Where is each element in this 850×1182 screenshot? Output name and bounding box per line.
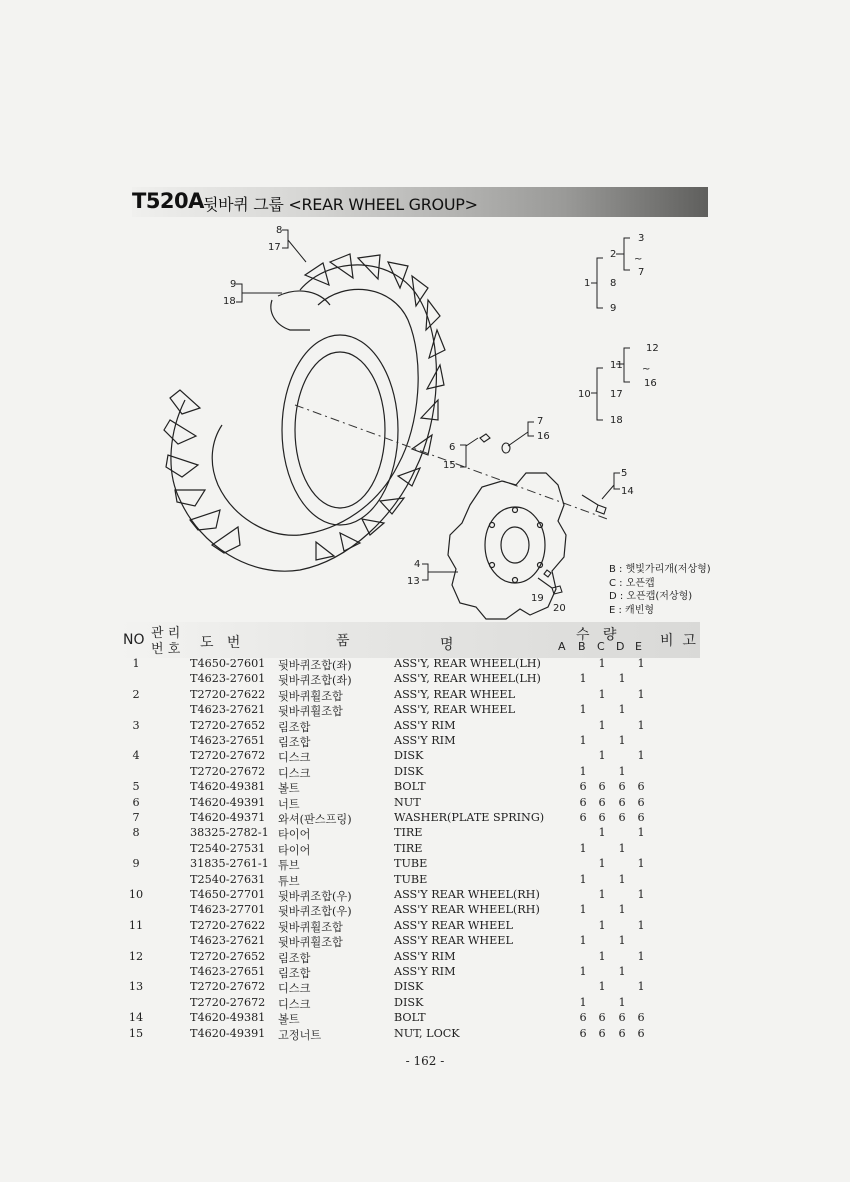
legend-item: D : 오픈캡(저상형) [609,591,693,602]
korean-name: 림조합 [278,720,311,734]
qty-cell: 1 [598,687,606,701]
korean-name: 뒷바퀴휠조합 [278,920,343,934]
korean-name: 고정너트 [278,1028,322,1042]
qty-cell: 6 [579,795,587,809]
svg-text:16: 16 [644,378,657,389]
row-no: 13 [128,980,144,994]
korean-name: 튜브 [278,874,300,888]
korean-name: 디스크 [278,982,311,996]
row-no: 4 [132,749,140,763]
part-number: T4650-27601 [190,657,266,670]
part-number: T4623-27601 [190,672,266,686]
qty-cell: 1 [618,995,626,1009]
english-name: BOLT [394,1011,426,1025]
english-name: ASS'Y, REAR WHEEL(LH) [394,672,541,686]
english-name: ASS'Y REAR WHEEL [394,934,513,948]
qty-cell: 1 [598,657,606,670]
english-name: ASS'Y RIM [394,718,456,732]
qty-cell: 1 [618,903,626,917]
korean-name: 디스크 [278,751,311,765]
part-number: T4623-27701 [190,903,266,917]
qty-cell: 1 [618,841,626,855]
korean-name: 뒷바퀴휠조합 [278,936,343,950]
english-name: ASS'Y RIM [394,965,456,978]
english-name: ASS'Y REAR WHEEL [394,918,513,932]
qty-cell: 1 [598,918,606,932]
row-no: 12 [128,949,144,963]
legend-item: C : 오픈캡 [609,577,655,589]
svg-text:17: 17 [610,389,623,400]
qty-cell: 1 [598,949,606,963]
fastener-parts [480,434,606,594]
legend-item: B : 햇빛가리개(저상형) [609,564,711,575]
part-number: T2720-27672 [190,980,266,994]
part-number: T4623-27621 [190,934,266,948]
qty-col-c: C [597,640,605,653]
qty-cell: 1 [598,718,606,732]
row-no: 11 [128,918,144,932]
row-no: 6 [132,795,140,809]
svg-text:7: 7 [638,267,645,278]
qty-cell: 6 [618,811,626,824]
qty-cell: 1 [637,949,645,963]
korean-name: 뒷바퀴휠조합 [278,705,343,719]
row-no: 5 [132,780,140,794]
qty-cell: 1 [637,918,645,932]
row-no: 15 [128,1026,144,1040]
english-name: ASS'Y RIM [394,949,456,963]
qty-cell: 6 [598,780,606,794]
row-no: 1 [132,657,140,670]
qty-cell: 6 [618,780,626,794]
svg-text:10: 10 [578,389,591,400]
part-number: T2720-27652 [190,949,266,963]
english-name: NUT, LOCK [394,1026,460,1040]
svg-text:9: 9 [230,279,237,290]
qty-cell: 1 [618,965,626,978]
header-name-1: 품 [336,633,350,649]
svg-text:15: 15 [443,460,456,471]
qty-cell: 1 [618,703,626,717]
svg-text:12: 12 [646,343,659,354]
part-number: 31835-2761-1 [190,857,269,871]
english-name: WASHER(PLATE SPRING) [394,811,545,824]
svg-text:18: 18 [223,296,236,307]
row-no: 3 [132,718,140,732]
korean-name: 와셔(판스프링) [278,813,352,826]
model-legend [609,563,711,617]
qty-cell: 6 [598,1026,606,1040]
part-number: T4623-27651 [190,965,266,978]
qty-cell: 1 [579,703,587,717]
english-name: TUBE [394,872,428,886]
qty-cell: 6 [598,795,606,809]
qty-cell: 6 [598,811,606,824]
row-no: 14 [128,1011,144,1025]
header-mgmt-top: 관 리 [151,626,181,641]
qty-cell: 1 [618,734,626,747]
korean-name: 뒷바퀴조합(우) [278,890,352,903]
qty-cell: 1 [579,995,587,1009]
english-name: ASS'Y, REAR WHEEL [394,687,516,701]
group-title: 뒷바퀴 그룹 <REAR WHEEL GROUP> [203,195,478,214]
english-name: BOLT [394,780,426,794]
part-number: T2720-27652 [190,718,266,732]
svg-text:16: 16 [537,431,550,442]
english-name: TIRE [394,826,423,840]
part-number: T2540-27631 [190,872,266,886]
part-number: T2720-27672 [190,764,266,778]
qty-cell: 6 [637,780,645,794]
part-number: T4620-49381 [190,1011,266,1025]
qty-cell: 1 [598,749,606,763]
qty-cell: 6 [598,1011,606,1025]
qty-cell: 1 [598,826,606,840]
header-no: NO [123,632,145,648]
korean-name: 디스크 [278,766,311,780]
row-no: 10 [128,888,144,901]
svg-text:17: 17 [268,242,281,253]
korean-name: 튜브 [278,859,300,873]
qty-cell: 1 [579,934,587,948]
svg-text:7: 7 [537,416,544,427]
qty-cell: 1 [579,903,587,917]
qty-cell: 6 [637,1026,645,1040]
korean-name: 뒷바퀴휠조합 [278,689,343,703]
qty-cell: 6 [637,795,645,809]
qty-cell: 1 [637,687,645,701]
part-number: T2720-27672 [190,995,266,1009]
svg-text:19: 19 [531,593,544,604]
english-name: DISK [394,995,424,1009]
part-number: T2720-27622 [190,687,266,701]
qty-cell: 1 [637,888,645,901]
part-number: T2720-27672 [190,749,266,763]
korean-name: 볼트 [278,782,300,796]
page-number: - 162 - [405,1054,445,1068]
english-name: ASS'Y, REAR WHEEL(LH) [394,657,541,670]
english-name: ASS'Y REAR WHEEL(RH) [394,888,540,901]
header-mgmt-bottom: 번 호 [151,642,181,657]
english-name: ASS'Y REAR WHEEL(RH) [394,903,540,917]
disk-illustration [448,473,566,619]
korean-name: 뒷바퀴조합(우) [278,905,352,919]
part-number: T4650-27701 [190,888,266,901]
english-name: DISK [394,764,424,778]
svg-text:14: 14 [621,486,634,497]
svg-text:13: 13 [407,576,420,587]
qty-cell: 6 [618,1026,626,1040]
qty-cell: 1 [579,672,587,686]
qty-cell: 1 [618,672,626,686]
svg-text:~: ~ [634,254,643,265]
qty-cell: 1 [579,734,587,747]
qty-cell: 1 [637,980,645,994]
english-name: ASS'Y RIM [394,734,456,747]
qty-cell: 6 [637,1011,645,1025]
qty-cell: 1 [579,965,587,978]
svg-text:9: 9 [610,303,617,314]
part-number: T2720-27622 [190,918,266,932]
svg-text:~: ~ [642,364,651,375]
english-name: TIRE [394,841,423,855]
qty-cell: 6 [579,1026,587,1040]
svg-text:6: 6 [449,442,456,453]
part-number: 38325-2782-1 [190,826,269,840]
qty-cell: 6 [618,1011,626,1025]
svg-text:8: 8 [276,225,283,236]
english-name: NUT [394,795,421,809]
korean-name: 뒷바퀴조합(좌) [278,674,352,688]
part-number: T4620-49391 [190,795,266,809]
korean-name: 림조합 [278,967,311,980]
svg-text:5: 5 [621,468,628,479]
qty-cell: 1 [618,872,626,886]
qty-col-b: B [578,640,586,653]
qty-cell: 1 [637,657,645,670]
part-number: T4620-49371 [190,811,266,824]
qty-cell: 1 [598,888,606,901]
qty-cell: 1 [637,826,645,840]
part-number: T4623-27621 [190,703,266,717]
row-no: 9 [132,857,140,871]
svg-text:8: 8 [610,278,617,289]
header-remark: 비 고 [660,633,696,649]
header-drawing: 도 번 [200,635,241,651]
qty-cell: 1 [637,749,645,763]
qty-cell: 6 [579,780,587,794]
qty-cell: 1 [579,872,587,886]
korean-name: 림조합 [278,951,311,965]
qty-cell: 1 [598,980,606,994]
qty-cell: 6 [637,811,645,824]
qty-cell: 1 [618,934,626,948]
english-name: DISK [394,749,424,763]
qty-cell: 6 [618,795,626,809]
svg-text:18: 18 [610,415,623,426]
qty-col-a: A [558,640,566,653]
row-no: 7 [132,811,140,824]
svg-text:3: 3 [638,233,645,244]
part-number: T4620-49381 [190,780,266,794]
svg-text:2: 2 [610,249,617,260]
korean-name: 볼트 [278,1013,300,1027]
qty-cell: 6 [579,1011,587,1025]
korean-name: 타이어 [278,828,311,842]
row-no: 8 [132,826,140,840]
svg-text:11: 11 [610,360,623,371]
english-name: DISK [394,980,424,994]
korean-name: 뒷바퀴조합(좌) [278,659,352,672]
korean-name: 너트 [278,797,300,811]
qty-cell: 1 [637,718,645,732]
legend-item: E : 캐빈형 [609,604,655,616]
korean-name: 디스크 [278,997,311,1011]
header-qty: 수 량 [576,627,617,643]
korean-name: 림조합 [278,736,311,749]
row-no: 2 [132,687,140,701]
korean-name: 타이어 [278,843,311,857]
qty-cell: 1 [579,764,587,778]
qty-col-d: D [616,640,625,653]
part-number: T2540-27531 [190,841,266,855]
header-name-2: 명 [440,637,454,653]
qty-cell: 1 [637,857,645,871]
qty-cell: 1 [598,857,606,871]
svg-text:1: 1 [584,278,591,289]
svg-text:4: 4 [414,559,421,570]
qty-col-e: E [635,640,642,653]
qty-cell: 1 [579,841,587,855]
tire-illustration [164,254,445,571]
english-name: ASS'Y, REAR WHEEL [394,703,516,717]
part-number: T4620-49391 [190,1026,266,1040]
qty-cell: 6 [579,811,587,824]
english-name: TUBE [394,857,428,871]
table-header [120,622,700,658]
part-number: T4623-27651 [190,734,266,747]
model-title: T520A [132,189,204,213]
qty-cell: 1 [618,764,626,778]
svg-text:20: 20 [553,603,566,614]
